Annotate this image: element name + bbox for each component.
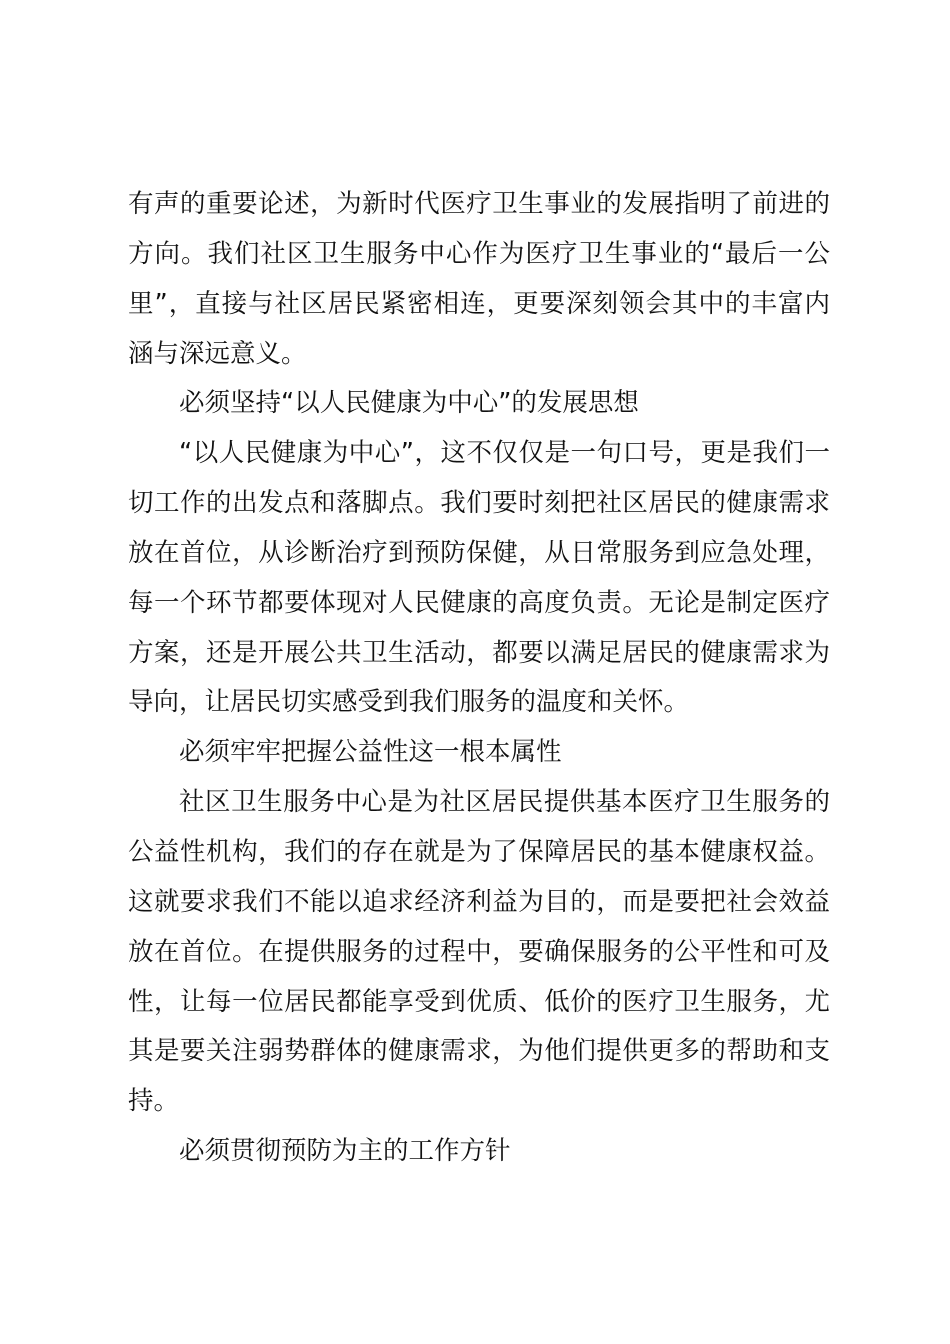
- text-line: 社区卫生服务中心是为社区居民提供基本医疗卫生服务的: [179, 787, 830, 818]
- text-line: 性，让每一位居民都能享受到优质、低价的医疗卫生服务，尤: [128, 986, 830, 1017]
- paragraph-intro: [128, 180, 830, 379]
- section-heading-public-welfare: [128, 728, 830, 778]
- document-body: [128, 180, 830, 1177]
- section-heading: 必须贯彻预防为主的工作方针: [179, 1136, 511, 1167]
- text-line: 导向，让居民切实感受到我们服务的温度和关怀。: [128, 687, 690, 718]
- text-line: 切工作的出发点和落脚点。我们要时刻把社区居民的健康需求: [128, 488, 830, 519]
- text-line: 有声的重要论述，为新时代医疗卫生事业的发展指明了前进的: [128, 189, 830, 219]
- text-line: 里”，直接与社区居民紧密相连，更要深刻领会其中的丰富内: [128, 288, 830, 319]
- text-line: 放在首位，从诊断治疗到预防保健，从日常服务到应急处理，: [128, 537, 830, 568]
- text-line: 公益性机构，我们的存在就是为了保障居民的基本健康权益。: [128, 836, 830, 867]
- text-line: 每一个环节都要体现对人民健康的高度负责。无论是制定医疗: [128, 587, 830, 618]
- text-line: 方向。我们社区卫生服务中心作为医疗卫生事业的“最后一公: [128, 238, 830, 269]
- text-line: “以人民健康为中心”，这不仅仅是一句口号，更是我们一: [179, 438, 830, 469]
- paragraph-people-health: [128, 429, 830, 728]
- text-line: 放在首位。在提供服务的过程中，要确保服务的公平性和可及: [128, 936, 830, 967]
- text-line: 其是要关注弱势群体的健康需求，为他们提供更多的帮助和支: [128, 1036, 830, 1067]
- text-line: 这就要求我们不能以追求经济利益为目的，而是要把社会效益: [128, 886, 830, 917]
- section-heading-prevention: [128, 1127, 830, 1177]
- text-line: 涵与深远意义。: [128, 338, 307, 369]
- paragraph-public-welfare: [128, 778, 830, 1127]
- text-line: 持。: [128, 1086, 180, 1117]
- section-heading-people-health: [128, 379, 830, 429]
- section-heading: 必须坚持“以人民健康为中心”的发展思想: [179, 388, 639, 419]
- section-heading: 必须牢牢把握公益性这一根本属性: [179, 737, 562, 768]
- text-line: 方案，还是开展公共卫生活动，都要以满足居民的健康需求为: [128, 637, 830, 668]
